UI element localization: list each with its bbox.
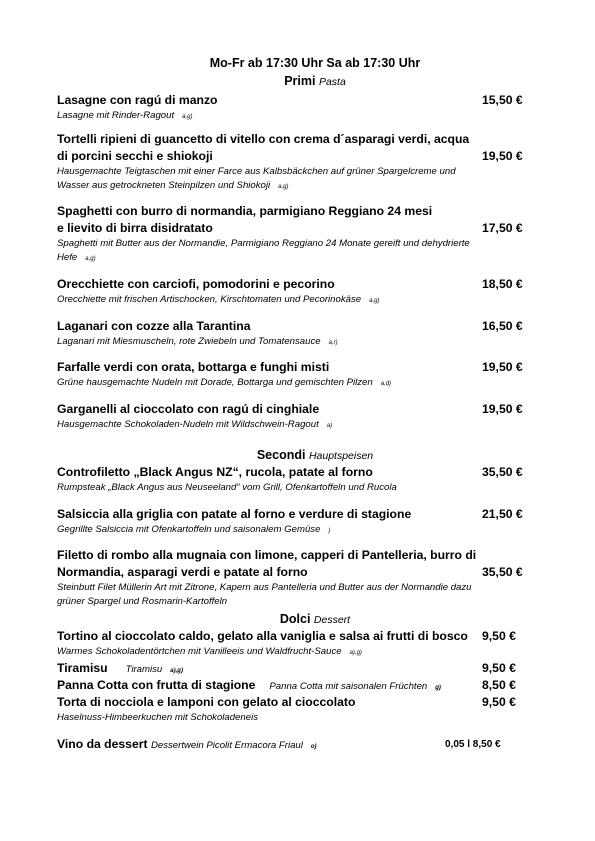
item-title: Panna Cotta con frutta di stagione bbox=[57, 678, 256, 692]
opening-hours: Mo-Fr ab 17:30 Uhr Sa ab 17:30 Uhr bbox=[209, 56, 421, 70]
section-dolci bbox=[0, 612, 595, 626]
item-price: 19,50 € bbox=[482, 402, 523, 416]
item-description: Haselnuss-Himbeerkuchen mit Schokoladeneis bbox=[57, 712, 259, 723]
item-title-line1: Tortelli ripieni di guancetto di vitello con crema d´asparagi verdi, acqua bbox=[57, 132, 470, 146]
item-description: Warmes Schokoladentörtchen mit Vanilleeis und Waldfrucht-Sauce bbox=[57, 646, 342, 657]
menu-item bbox=[57, 547, 535, 609]
item-description-line2: Hefe bbox=[57, 252, 78, 263]
allergen-code: g) bbox=[435, 685, 441, 691]
item-description-line1: Steinbutt Filet Müllerin Art mit Zitrone, Kapern aus Pantelleria und Butter aus der Normandie dazu bbox=[57, 582, 472, 593]
item-description: Grüne hausgemachte Nudeln mit Dorade, Bottarga und gemischten Pilzen bbox=[57, 377, 373, 388]
allergen-code: a,d) bbox=[380, 381, 392, 387]
menu-item bbox=[57, 276, 535, 308]
allergen-code: a,g) bbox=[85, 256, 96, 262]
item-price: 9,50 € bbox=[482, 629, 516, 643]
item-description: Rumpsteak „Black Angus aus Neuseeland“ vom Grill, Ofenkartoffeln und Rucola bbox=[57, 482, 397, 493]
section-secondi bbox=[0, 448, 595, 462]
item-title: Torta di nocciola e lamponi con gelato al cioccolato bbox=[57, 695, 356, 709]
menu-item bbox=[57, 318, 535, 350]
item-price: 9,50 € bbox=[482, 695, 516, 709]
item-title: Garganelli al cioccolato con ragú di cinghiale bbox=[57, 402, 320, 416]
menu-item bbox=[57, 506, 535, 538]
item-description: Orecchiette mit frischen Artischocken, Kirschtomaten und Pecorinokäse bbox=[57, 294, 362, 305]
item-price: 35,50 € bbox=[482, 465, 523, 479]
menu-item bbox=[57, 131, 535, 194]
item-price: 19,50 € bbox=[482, 149, 523, 163]
allergen-code: ) bbox=[328, 528, 331, 534]
item-description-line1: Spaghetti mit Butter aus der Normandie, Parmigiano Reggiano 24 Monate gereift und dehydrierte bbox=[57, 238, 470, 249]
section-title: Secondi bbox=[256, 448, 306, 462]
wine-price: 0,05 l 8,50 € bbox=[445, 739, 501, 750]
item-price: 18,50 € bbox=[482, 277, 523, 291]
menu-item bbox=[57, 92, 535, 124]
section-title: Primi bbox=[284, 74, 316, 88]
item-title: Salsiccia alla griglia con patate al forno e verdure di stagione bbox=[57, 507, 412, 521]
item-title: Lasagne con ragú di manzo bbox=[57, 93, 218, 107]
item-price: 17,50 € bbox=[482, 221, 523, 235]
item-description: Panna Cotta mit saisonalen Früchten bbox=[269, 681, 428, 692]
allergen-code: a) bbox=[326, 423, 333, 429]
allergen-code: a,g) bbox=[182, 114, 193, 120]
item-description: Tiramisu bbox=[125, 664, 163, 675]
menu-item bbox=[57, 401, 535, 433]
item-description: Lasagne mit Rinder-Ragout bbox=[57, 110, 175, 121]
allergen-code: a),g) bbox=[170, 668, 183, 674]
section-subtitle: Dessert bbox=[313, 614, 351, 626]
item-price: 15,50 € bbox=[482, 93, 523, 107]
allergen-code: a,r) bbox=[328, 340, 338, 346]
menu-item bbox=[57, 359, 535, 391]
item-title: Orecchiette con carciofi, pomodorini e pecorino bbox=[57, 277, 335, 291]
item-description: Hausgemachte Schokoladen-Nudeln mit Wildschwein-Ragout bbox=[57, 419, 319, 430]
section-subtitle: Pasta bbox=[318, 76, 346, 88]
allergen-code: a,g) bbox=[278, 184, 289, 190]
allergen-code: o) bbox=[310, 744, 317, 750]
wine-description: Dessertwein Picolit Ermacora Friaul bbox=[150, 740, 303, 751]
section-title: Dolci bbox=[279, 612, 311, 626]
allergen-code: a,g) bbox=[369, 298, 380, 304]
item-title: Tortino al cioccolato caldo, gelato alla vaniglia e salsa ai frutti di bosco bbox=[57, 629, 468, 643]
menu-item bbox=[57, 203, 535, 266]
item-description: Laganari mit Miesmuscheln, rote Zwiebeln und Tomatensauce bbox=[57, 336, 321, 347]
item-price: 35,50 € bbox=[482, 565, 523, 579]
item-price: 9,50 € bbox=[482, 661, 516, 675]
section-primi bbox=[0, 74, 595, 88]
item-price: 8,50 € bbox=[482, 678, 516, 692]
wine-title: Vino da dessert bbox=[57, 737, 148, 751]
item-title-line2: di porcini secchi e shiokoji bbox=[57, 149, 213, 163]
item-price: 19,50 € bbox=[482, 360, 523, 374]
item-description-line1: Hausgemachte Teigtaschen mit einer Farce aus Kalbsbäckchen auf grüner Spargelcreme und bbox=[57, 166, 456, 177]
item-title-line1: Spaghetti con burro di normandia, parmigiano Reggiano 24 mesi bbox=[57, 204, 433, 218]
dessert-wine bbox=[57, 736, 535, 756]
item-price: 16,50 € bbox=[482, 319, 523, 333]
item-title-line1: Filetto di rombo alla mugnaia con limone, capperi di Pantelleria, burro di bbox=[57, 548, 477, 562]
section-subtitle: Hauptspeisen bbox=[308, 450, 374, 462]
item-description: Gegrillte Salsiccia mit Ofenkartoffeln und saisonalem Gemüse bbox=[57, 524, 321, 535]
menu-item bbox=[57, 464, 535, 495]
allergen-code: a),g) bbox=[349, 650, 362, 656]
item-price: 21,50 € bbox=[482, 507, 523, 521]
menu-item bbox=[57, 694, 535, 725]
item-title: Tiramisu bbox=[57, 661, 108, 675]
item-description-line2: grüner Spargel und Rosmarin-Kartoffeln bbox=[57, 596, 228, 607]
item-title-line2: e lievito di birra disidratato bbox=[57, 221, 213, 235]
menu-item bbox=[57, 628, 535, 660]
item-title: Controfiletto „Black Angus NZ“, rucola, patate al forno bbox=[57, 465, 373, 479]
item-description-line2: Wasser aus getrockneten Steinpilzen und Shiokoji bbox=[57, 180, 271, 191]
item-title: Farfalle verdi con orata, bottarga e funghi misti bbox=[57, 360, 330, 374]
item-title-line2: Normandia, asparagi verdi e patate al forno bbox=[57, 565, 308, 579]
item-title: Laganari con cozze alla Tarantina bbox=[57, 319, 251, 333]
